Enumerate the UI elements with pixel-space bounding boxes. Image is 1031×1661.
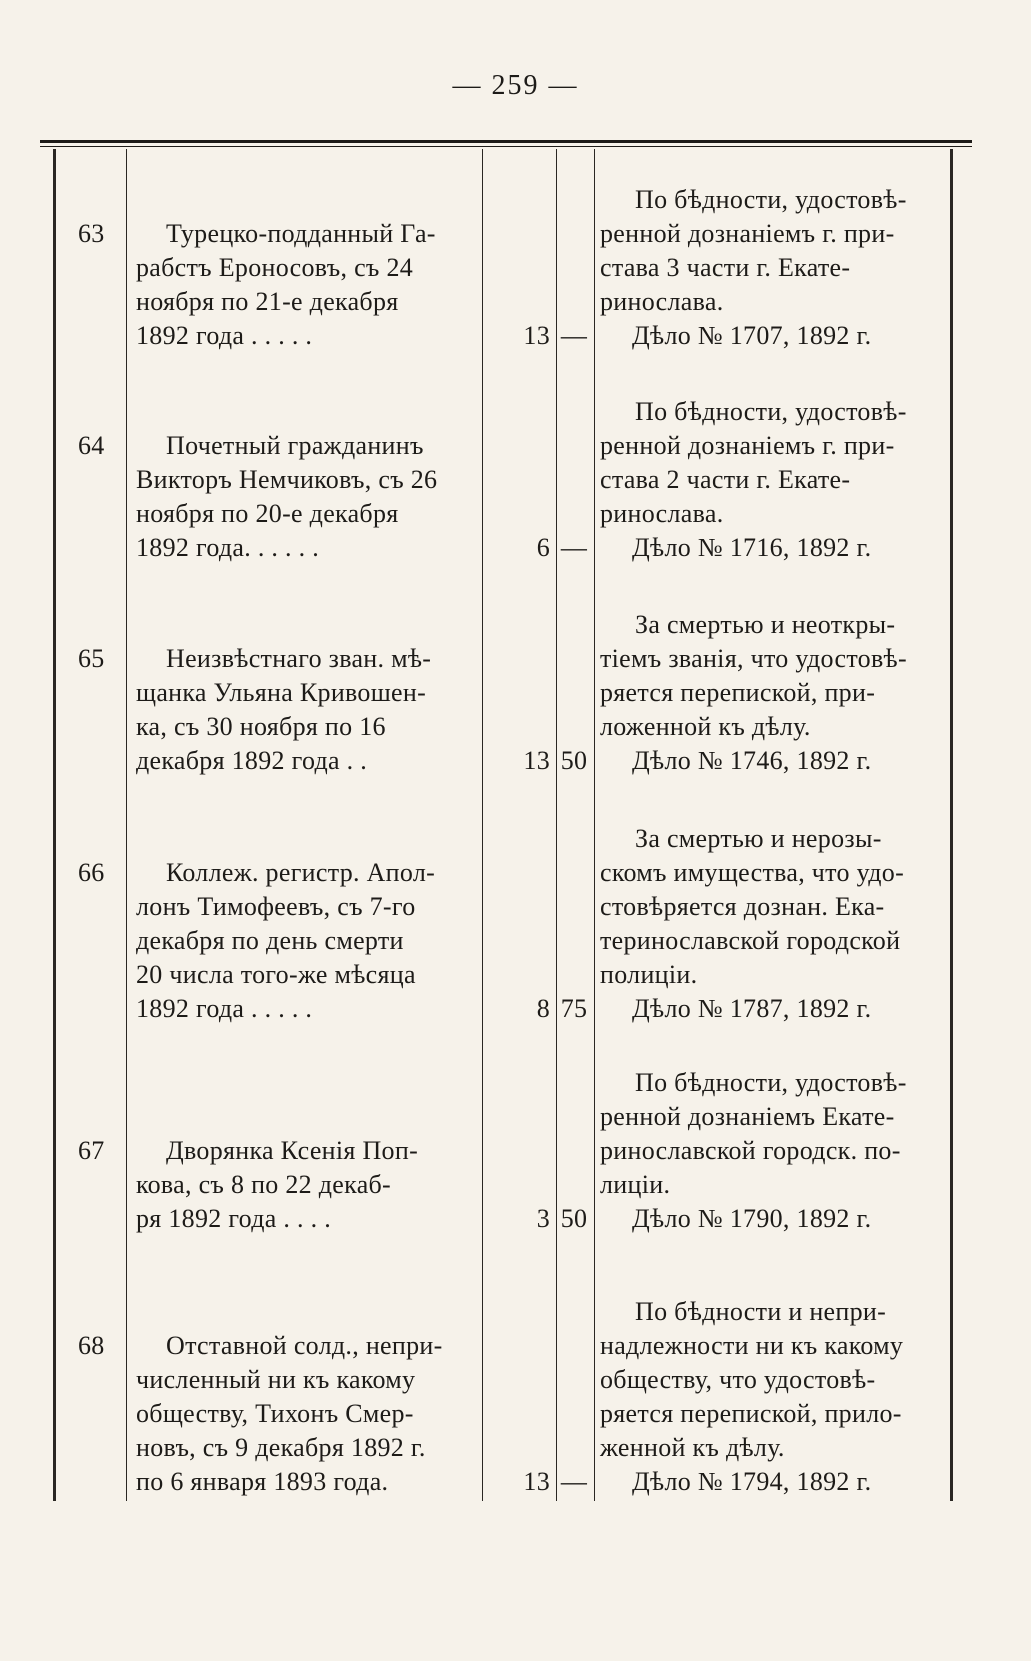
note-line: скомъ имущества, что удо-	[600, 858, 905, 887]
note-line: полиціи.	[600, 960, 698, 989]
description-line: кова, съ 8 по 22 декаб-	[136, 1170, 392, 1199]
top-rule	[40, 140, 972, 143]
description-line: декабря 1892 года . .	[136, 746, 368, 775]
description-line: Неизвѣстнаго зван. мѣ-	[166, 644, 432, 673]
note-line: ложенной къ дѣлу.	[600, 712, 811, 741]
note-line: ренной дознаніемъ г. при-	[600, 431, 895, 460]
description-line: ноября по 21-е декабря	[136, 287, 399, 316]
amount-kopecks: —	[560, 533, 588, 562]
description-line: численный ни къ какому	[136, 1365, 416, 1394]
description-line: Турецко-подданный Га-	[166, 219, 436, 248]
description-line: лонъ Тимофеевъ, съ 7-го	[136, 892, 416, 921]
case-reference: Дѣло № 1787, 1892 г.	[632, 994, 872, 1023]
page-number: — 259 —	[452, 70, 579, 101]
amount-kopecks: 50	[560, 1204, 588, 1233]
description-line: Почетный гражданинъ	[166, 431, 424, 460]
description-line: ноября по 20-е декабря	[136, 499, 399, 528]
entry-number: 64	[78, 431, 105, 460]
note-line: По бѣдности, удостовѣ-	[635, 1068, 907, 1097]
case-reference: Дѣло № 1790, 1892 г.	[632, 1204, 872, 1233]
amount-rubles: 3	[536, 1204, 550, 1233]
note-line: става 2 части г. Екате-	[600, 465, 851, 494]
note-line: ренной дознаніемъ г. при-	[600, 219, 895, 248]
amount-kopecks: —	[560, 321, 588, 350]
note-line: ринослава.	[600, 287, 724, 316]
note-line: За смертью и неоткры-	[635, 610, 896, 639]
column-divider-kopecks	[594, 149, 595, 1501]
description-line: декабря по день смерти	[136, 926, 404, 955]
note-line: тіемъ званія, что удостовѣ-	[600, 644, 907, 673]
note-line: ринославской городск. по-	[600, 1136, 901, 1165]
description-line: 1892 года . . . . .	[136, 994, 313, 1023]
note-line: За смертью и нерозы-	[635, 824, 882, 853]
description-line: 20 числа того-же мѣсяца	[136, 960, 416, 989]
amount-rubles: 6	[536, 533, 550, 562]
description-line: Отставной солд., непри-	[166, 1331, 443, 1360]
entry-number: 65	[78, 644, 105, 673]
description-line: Викторъ Немчиковъ, съ 26	[136, 465, 438, 494]
case-reference: Дѣло № 1707, 1892 г.	[632, 321, 872, 350]
column-divider-description	[482, 149, 483, 1501]
entry-number: 67	[78, 1136, 105, 1165]
case-reference: Дѣло № 1716, 1892 г.	[632, 533, 872, 562]
note-line: женной къ дѣлу.	[600, 1433, 785, 1462]
column-divider-left	[53, 149, 56, 1501]
note-line: става 3 части г. Екате-	[600, 253, 851, 282]
note-line: ряется перепиской, прило-	[600, 1399, 902, 1428]
note-line: теринославской городской	[600, 926, 901, 955]
description-line: 1892 года . . . . .	[136, 321, 313, 350]
description-line: щанка Ульяна Кривошен-	[136, 678, 427, 707]
note-line: По бѣдности и непри-	[635, 1297, 887, 1326]
amount-rubles: 13	[523, 746, 550, 775]
entry-number: 63	[78, 219, 105, 248]
column-divider-number	[126, 149, 127, 1501]
note-line: надлежности ни къ какому	[600, 1331, 904, 1360]
entry-number: 68	[78, 1331, 105, 1360]
note-line: ринослава.	[600, 499, 724, 528]
note-line: стовѣряется дознан. Ека-	[600, 892, 885, 921]
description-line: рабстъ Ероносовъ, съ 24	[136, 253, 414, 282]
description-line: ря 1892 года . . . .	[136, 1204, 331, 1233]
entry-number: 66	[78, 858, 105, 887]
note-line: По бѣдности, удостовѣ-	[635, 185, 907, 214]
description-line: Дворянка Ксенія Поп-	[166, 1136, 419, 1165]
amount-kopecks: 75	[560, 994, 588, 1023]
note-line: лиціи.	[600, 1170, 671, 1199]
description-line: Коллеж. регистр. Апол-	[166, 858, 436, 887]
amount-kopecks: —	[560, 1467, 588, 1496]
amount-rubles: 8	[536, 994, 550, 1023]
case-reference: Дѣло № 1746, 1892 г.	[632, 746, 872, 775]
amount-kopecks: 50	[560, 746, 588, 775]
description-line: новъ, съ 9 декабря 1892 г.	[136, 1433, 426, 1462]
description-line: обществу, Тихонъ Смер-	[136, 1399, 414, 1428]
description-line: ка, съ 30 ноября по 16	[136, 712, 386, 741]
amount-rubles: 13	[523, 321, 550, 350]
amount-rubles: 13	[523, 1467, 550, 1496]
column-divider-rubles	[556, 149, 557, 1501]
note-line: По бѣдности, удостовѣ-	[635, 397, 907, 426]
note-line: ренной дознаніемъ Екате-	[600, 1102, 895, 1131]
note-line: обществу, что удостовѣ-	[600, 1365, 876, 1394]
top-rule-thin	[40, 146, 972, 147]
note-line: ряется перепиской, при-	[600, 678, 876, 707]
description-line: по 6 января 1893 года.	[136, 1467, 389, 1496]
description-line: 1892 года. . . . . .	[136, 533, 320, 562]
case-reference: Дѣло № 1794, 1892 г.	[632, 1467, 872, 1496]
